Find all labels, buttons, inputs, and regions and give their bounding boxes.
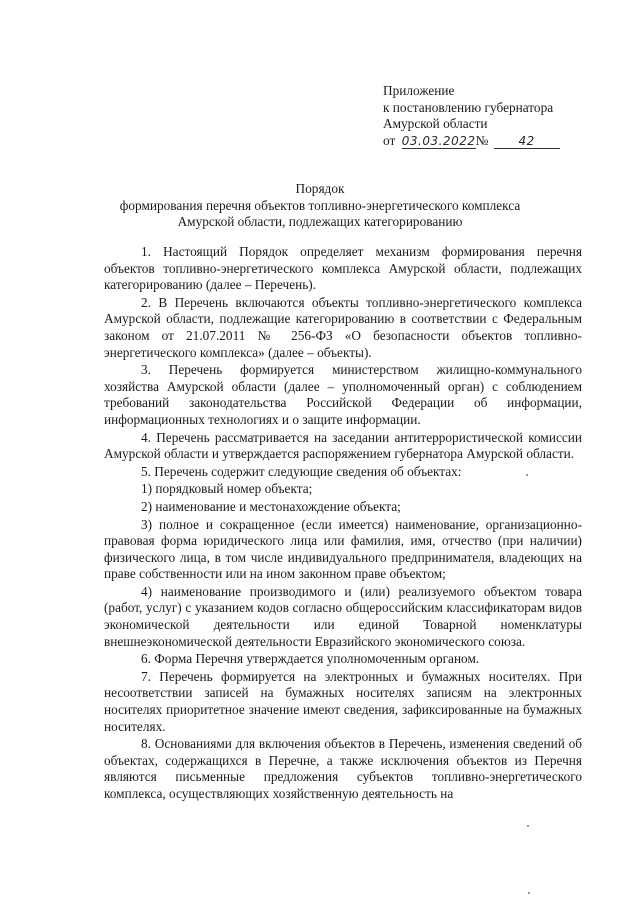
from-label: от [383, 132, 396, 148]
paragraph-2: 2. В Перечень включаются объекты топливно-энергетического комплекса Амурской области, подлежащие категорированию в соответствии с Федеральным законом от 21.07.2011 № 256-ФЗ «О безопасности объектов топливно-энергетического комплекса» (далее – объекты). [104, 294, 582, 360]
handwritten-number: 42 [494, 135, 560, 149]
paragraph-3: 3. Перечень формируется министерством жилищно-коммунального хозяйства Амурской области (далее – уполномоченный орган) с соблюдением требований законодательства Российской Федерации об информации, информационных технологиях и о защите информации. [104, 362, 582, 427]
paragraph-8: 8. Основаниями для включения объектов в Перечень, изменения сведений об объектах, содержащихся в Перечне, а также исключения объектов из Перечня являются письменные предложения субъектов топливно-энергетического комплекса, осуществляющих хозяйственную деятельность на [104, 736, 582, 801]
paragraph-7: 7. Перечень формируется на электронных и бумажных носителях. При несоответствии записей на бумажных носителях записям на электронных носителях приоритетное значение имеют сведения, зафиксированные на бумажных носителях. [104, 668, 582, 734]
paragraph-4: 4. Перечень рассматривается на заседании антитеррористической комиссии Амурской области и утверждается распоряжением губернатора Амурской области. [104, 429, 582, 462]
paragraph-5: 5. Перечень содержит следующие сведения об объектах: [141, 463, 462, 479]
document-body [104, 244, 582, 804]
appendix-region-line: Амурской области [383, 116, 488, 131]
scan-speck [527, 825, 529, 827]
list-item-4: 4) наименование производимого и (или) реализуемого объектом товара (работ, услуг) с указанием кодов согласно общероссийским классификаторам видов экономической деятельности или единой Товарной номенклатуры внешнеэкономической деятельности Евразийского экономического союза. [104, 583, 582, 649]
document-title: Порядок [295, 181, 345, 196]
paragraph-1: 1. Настоящий Порядок определяет механизм формирования перечня объектов топливно-энергетического комплекса Амурской области, подлежащих категорированию (далее – Перечень). [104, 244, 582, 293]
appendix-block [383, 83, 613, 149]
document-subtitle-line-1: формирования перечня объектов топливно-энергетического комплекса [119, 198, 521, 213]
list-item-3: 3) полное и сокращенное (если имеется) наименование, организационно-правовая форма юридического лица или фамилия, имя, отчество (при наличии) физического лица, в том числе индивидуального предпринимателя, владеющих на праве собственности или на ином законном праве объектом; [104, 516, 582, 582]
appendix-label: Приложение [383, 83, 455, 98]
scan-speck [526, 474, 528, 476]
paragraph-6: 6. Форма Перечня утверждается уполномоченным органом. [141, 651, 480, 667]
scan-speck [528, 892, 530, 894]
list-item-2: 2) наименование и местонахождение объекта; [141, 498, 401, 514]
appendix-decree-line: к постановлению губернатора [383, 99, 554, 115]
appendix-date-number-line [383, 133, 613, 150]
document-subtitle-line-2: Амурской области, подлежащих категорированию [177, 214, 463, 229]
number-sign: № [475, 132, 489, 148]
list-item-1: 1) порядковый номер объекта; [141, 481, 313, 497]
handwritten-date: 03.03.2022 [401, 133, 476, 148]
